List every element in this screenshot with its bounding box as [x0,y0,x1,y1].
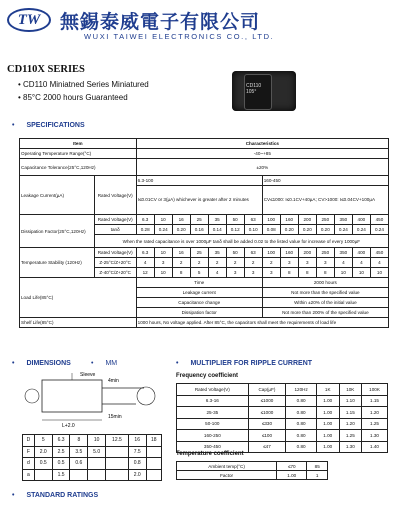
lt-z40: 10 [352,268,370,278]
df-tan: 0.24 [370,225,388,235]
lt-z25: 3 [154,258,172,268]
df-tan: 0.12 [226,225,244,235]
section-ripple: • MULTIPLIER FOR RIPPLE CURRENT [176,360,312,367]
dim-cell [88,458,106,470]
dim-cell: 7.5 [128,446,146,458]
freq-coef-title: Frequency coefficient [176,373,239,379]
lt-z40: 8 [316,268,334,278]
dimension-table [22,434,162,481]
lt-z25: 2 [262,258,280,268]
temp-coef-title: Temperature coefficient [176,451,244,457]
load-item: Dissipation factor [136,308,262,318]
dim-cell: 5.0 [88,446,106,458]
load-value: Not more than 200% of the specified value [262,308,388,318]
capacitor-body-drawing [42,380,102,412]
df-tan: 0.24 [334,225,352,235]
freq-cell: 1.20 [362,407,388,419]
lt-z25: 4 [334,258,352,268]
df-voltage: 35 [208,215,226,225]
capacitor-marking-line: CD110 [246,83,262,89]
temp-coef-table [176,461,328,480]
feature-item: • 85°C 2000 hours Guaranteed [18,91,149,104]
df-voltage: 450 [370,215,388,225]
df-voltage: 160 [280,215,298,225]
load-life-label: Load Life(85°C) [20,278,137,318]
freq-cell: ≤1000 [248,407,286,419]
lt-z25: 2 [190,258,208,268]
df-voltage: 10 [154,215,172,225]
df-note: When the rated capacitance is over 1000µF tanδ shall be added 0.02 to the listed value for increase of every 1000µF [94,235,388,248]
df-tan: 0.14 [208,225,226,235]
lt-voltage: 25 [190,248,208,258]
dim-cell: 0.6 [70,458,88,470]
freq-cell: 0.80 [286,430,317,442]
freq-cell: 1.25 [339,430,362,442]
spec-table [19,138,389,328]
dim-cell: 2.0 [128,469,146,481]
dim-header: 16 [128,435,146,447]
df-voltage: 63 [244,215,262,225]
freq-cell: 6.3-16 [177,395,249,407]
lowtemp-label: Temperature Stability (120Hz) [20,248,95,278]
dim-header: 5 [34,435,52,447]
lt-z25: 3 [280,258,298,268]
lt-z40: 5 [190,268,208,278]
op-temp-value: -40~+85 [136,149,388,159]
lowtemp-row1-label: Z-25°C/Z+20°C [94,258,136,268]
section-standard-ratings: • STANDARD RATINGS [12,492,98,499]
leakage-text1: I≤0.01CV or 3(µA) whichever is greater after 2 minutes [136,186,262,215]
dim-cell: d [23,458,35,470]
freq-cell: 1.00 [316,395,339,407]
dim-cell [34,469,52,481]
dim-cell: 3.5 [70,446,88,458]
shelf-life-label: Shelf Life(85°C) [20,318,137,328]
lt-z40: 10 [370,268,388,278]
dim-cell: 1.5 [52,469,70,481]
lt-z40: 3 [244,268,262,278]
capacitor-photo [232,71,296,111]
df-voltage: 350 [334,215,352,225]
lt-voltage: 250 [316,248,334,258]
dim-header: D [23,435,35,447]
temp-cell: 1 [307,471,328,480]
load-value: Within ±20% of the initial value [262,298,388,308]
df-tan: 0.10 [244,225,262,235]
df-tan: 0.08 [262,225,280,235]
leakage-col2: 160-450 [262,176,388,186]
freq-cell: 160-250 [177,430,249,442]
lt-voltage: 50 [226,248,244,258]
lt-z40: 8 [280,268,298,278]
freq-cell: 350-450 [177,441,249,453]
capacitor-marking-line: 105° [246,89,257,95]
df-label: Dissipation Factor(25°C,120Hz) [20,215,95,248]
freq-coef-table [176,383,388,453]
freq-cell: ≤330 [248,418,286,430]
df-tan: 0.20 [316,225,334,235]
lt-voltage: 400 [352,248,370,258]
temp-header: Ambient temp(°C) [177,462,277,471]
df-voltage: 400 [352,215,370,225]
spec-header-char: Characteristics [136,139,388,149]
lt-z25: 2 [244,258,262,268]
dim-cell [146,469,161,481]
lt-z40: 8 [298,268,316,278]
section-dimensions: • DIMENSIONS [12,360,71,367]
lt-voltage: 6.3 [136,248,154,258]
dim-cell [146,458,161,470]
dim-cell [106,458,129,470]
freq-header: 100K [362,384,388,396]
df-tan: 0.16 [190,225,208,235]
freq-cell: 0.80 [286,395,317,407]
freq-cell: 1.40 [362,441,388,453]
lt-z25: 3 [316,258,334,268]
lt-voltage: 10 [154,248,172,258]
dim-header: 10 [88,435,106,447]
lt-z40: 3 [262,268,280,278]
freq-cell: 0.80 [286,418,317,430]
load-value: Not more than the specified value [262,288,388,298]
temp-header: ≤70 [277,462,307,471]
df-voltage: 100 [262,215,280,225]
freq-cell: 25-35 [177,407,249,419]
freq-cell: 1.25 [362,418,388,430]
dim-header: 8 [70,435,88,447]
df-voltage: 50 [226,215,244,225]
end-view-circle [25,389,39,403]
df-voltage: 250 [316,215,334,225]
lt-voltage: 63 [244,248,262,258]
df-voltage: 6.3 [136,215,154,225]
lt-voltage: 350 [334,248,352,258]
df-voltage: 25 [190,215,208,225]
lt-z25: 2 [208,258,226,268]
lowtemp-rv-label: Rated Voltage(V) [94,248,136,258]
lt-z25: 4 [352,258,370,268]
cap-tol-label: Capacitance Tolerance(25°C,120Hz) [20,159,137,176]
freq-cell: 1.20 [339,418,362,430]
lt-voltage: 16 [172,248,190,258]
dim-cell [88,469,106,481]
company-name-en: WUXI TAIWEI ELECTRONICS CO., LTD. [84,32,275,41]
dim-cell: F [23,446,35,458]
leakage-col1: 6.3-100 [136,176,262,186]
dim-cell: 0.5 [52,458,70,470]
freq-cell: 1.15 [362,395,388,407]
freq-header: 10K [339,384,362,396]
dim-cell [70,469,88,481]
lt-z25: 4 [370,258,388,268]
series-title: CD110X SERIES [7,64,85,75]
dim-cell [146,446,161,458]
lt-z25: 4 [136,258,154,268]
temp-header: 85 [307,462,328,471]
lt-z40: 8 [172,268,190,278]
leakage-label: Leakage Current(µA) [20,176,95,215]
df-tan: 0.28 [136,225,154,235]
lowtemp-row2-label: Z-40°C/Z+20°C [94,268,136,278]
df-tan-label: tanδ [94,225,136,235]
feature-list [18,78,149,104]
leakage-rated-label: Rated Voltage(V) [94,176,136,215]
freq-header: Cap(µF) [248,384,286,396]
lt-z40: 10 [334,268,352,278]
freq-header: 1K [316,384,339,396]
feature-item: • CD110 Miniatned Series Miniatured [18,78,149,91]
leakage-text2: CV≤1000: I≤0.1CV+40µA; CV>1000: I≤0.04CV+100µA [262,186,388,215]
lt-z40: 10 [154,268,172,278]
lead-min-label: 15min [108,414,122,420]
lt-voltage: 35 [208,248,226,258]
df-tan: 0.20 [298,225,316,235]
df-tan: 0.24 [352,225,370,235]
section-specifications: • SPECIFICATIONS [12,122,85,129]
lt-z25: 3 [298,258,316,268]
df-voltage: 16 [172,215,190,225]
lt-voltage: 160 [280,248,298,258]
freq-cell: ≤100 [248,430,286,442]
dimension-drawing [22,368,162,430]
freq-cell: 1.10 [339,395,362,407]
dim-header: 12.5 [106,435,129,447]
freq-cell: 1.00 [316,430,339,442]
freq-cell: 1.30 [362,430,388,442]
df-tan: 0.20 [172,225,190,235]
df-voltage: 200 [298,215,316,225]
freq-cell: 1.00 [316,441,339,453]
lt-voltage: 100 [262,248,280,258]
freq-cell: 0.80 [286,407,317,419]
dim-cell: 0.5 [34,458,52,470]
sleeve-label: Sleeve [80,372,96,378]
lt-z40: 12 [136,268,154,278]
freq-header: 120Hz [286,384,317,396]
cap-tol-value: ±20% [136,159,388,176]
load-item: Capacitance change [136,298,262,308]
shelf-life-value: 1000 hours, No voltage applied. After 85°C, the capacitors shall meet the requirements of load life [136,318,388,328]
lt-z40: 4 [208,268,226,278]
temp-cell: 1.00 [277,471,307,480]
df-rv-label: Rated Voltage(V) [94,215,136,225]
top-view-circle [137,387,155,405]
lt-z25: 2 [226,258,244,268]
dim-cell [106,469,129,481]
freq-cell: 50-100 [177,418,249,430]
capacitor-marking [246,83,261,95]
df-tan: 0.24 [154,225,172,235]
load-time-label: Time [136,278,262,288]
freq-cell: 1.00 [316,418,339,430]
dim-cell [106,446,129,458]
freq-cell: 1.00 [316,407,339,419]
freq-cell: 1.15 [339,407,362,419]
temp-cell: Factor [177,471,277,480]
dim-cell: 2.0 [34,446,52,458]
company-logo: TW [7,8,51,32]
dim-cell: 2.5 [52,446,70,458]
freq-cell: 1.30 [339,441,362,453]
lead-length-label: L+2.0 [62,423,75,429]
dim-header: 18 [146,435,161,447]
freq-header: Rated Voltage(V) [177,384,249,396]
op-temp-label: Operating Temperature Range(°C) [20,149,137,159]
dim-header: 6.3 [52,435,70,447]
load-time-value: 2000 hours [262,278,388,288]
df-tan: 0.20 [280,225,298,235]
freq-cell: ≤1000 [248,395,286,407]
dimensions-unit: • MM [91,360,117,367]
lt-voltage: 200 [298,248,316,258]
dim-cell: a [23,469,35,481]
lt-z40: 3 [226,268,244,278]
dim-cell: 0.8 [128,458,146,470]
load-item: Leakage current [136,288,262,298]
lead-min-label-2: 4min [108,378,119,384]
spec-header-item: Item [20,139,137,149]
lt-voltage: 450 [370,248,388,258]
lt-z25: 2 [172,258,190,268]
freq-cell: ≤47 [248,441,286,453]
freq-cell: 0.80 [286,441,317,453]
company-name-cn: 無錫泰威電子有限公司 [60,11,261,33]
